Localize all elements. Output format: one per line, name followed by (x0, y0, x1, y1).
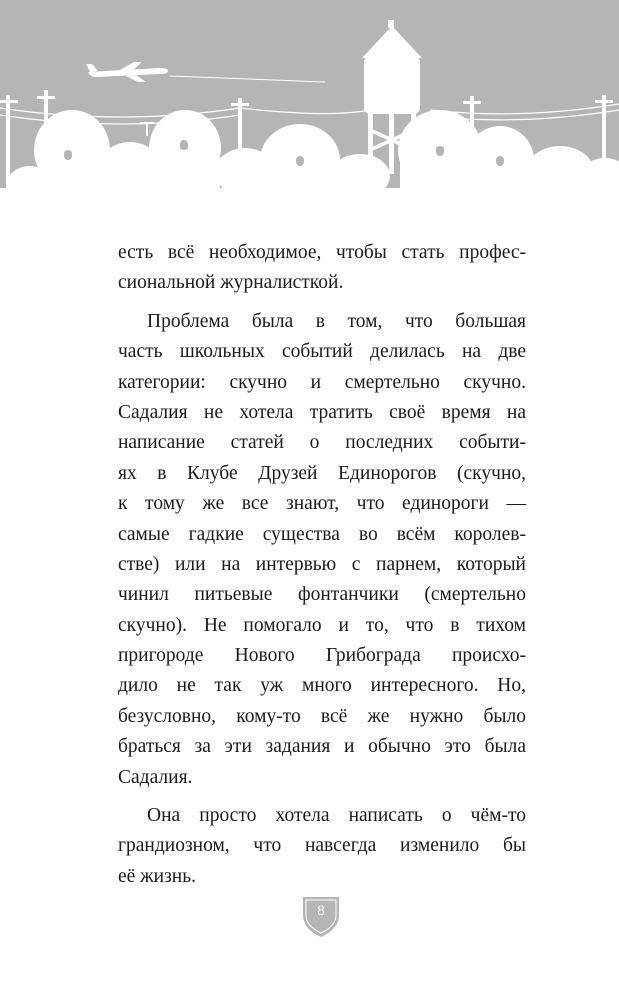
text-line: браться за эти задания и обычно это была (118, 736, 526, 758)
text-line: Она просто хотела написать о чём-то (147, 805, 526, 827)
text-line: её жизнь. (118, 865, 196, 887)
paragraph (118, 801, 526, 892)
text-line: дило не так уж много интересного. Но, (118, 675, 526, 697)
header-illustration (0, 0, 619, 200)
text-line: чинил питьевые фонтанчики (смертельно (118, 584, 526, 606)
paragraph (118, 307, 526, 793)
text-line: грандиозном, что навсегда изменило бы (118, 835, 526, 857)
text-line: безусловно, кому-то всё же нужно было (118, 705, 526, 727)
text-line: скучно). Не помогало и то, что в тихом (118, 614, 526, 636)
text-line: Садалия. (118, 766, 193, 788)
text-line: самые гадкие существа во всём королев- (118, 523, 526, 545)
text-line: сиональной журналисткой. (118, 272, 344, 294)
text-line: к тому же все знают, что единороги — (118, 493, 526, 515)
text-line: пригороде Нового Грибограда происхо- (118, 645, 526, 667)
text-line: категории: скучно и смертельно скучно. (118, 371, 526, 393)
text-line: ях в Клубе Друзей Единорогов (скучно, (118, 462, 526, 484)
text-line: написание статей о последних событи- (118, 432, 526, 454)
town-skyline-illustration (0, 0, 619, 200)
page-number-badge (298, 893, 344, 939)
text-line: Садалия не хотела тратить своё время на (118, 401, 526, 423)
page-body-text (118, 238, 526, 892)
text-line: Проблема была в том, что большая (147, 310, 526, 332)
page-number: 8 (317, 903, 325, 919)
text-line: есть всё необходимое, чтобы стать профес- (118, 242, 526, 263)
text-line: часть школьных событий делилась на две (118, 341, 526, 363)
text-line: стве) или на интервью с парнем, который (118, 553, 526, 575)
paragraph (118, 238, 526, 299)
